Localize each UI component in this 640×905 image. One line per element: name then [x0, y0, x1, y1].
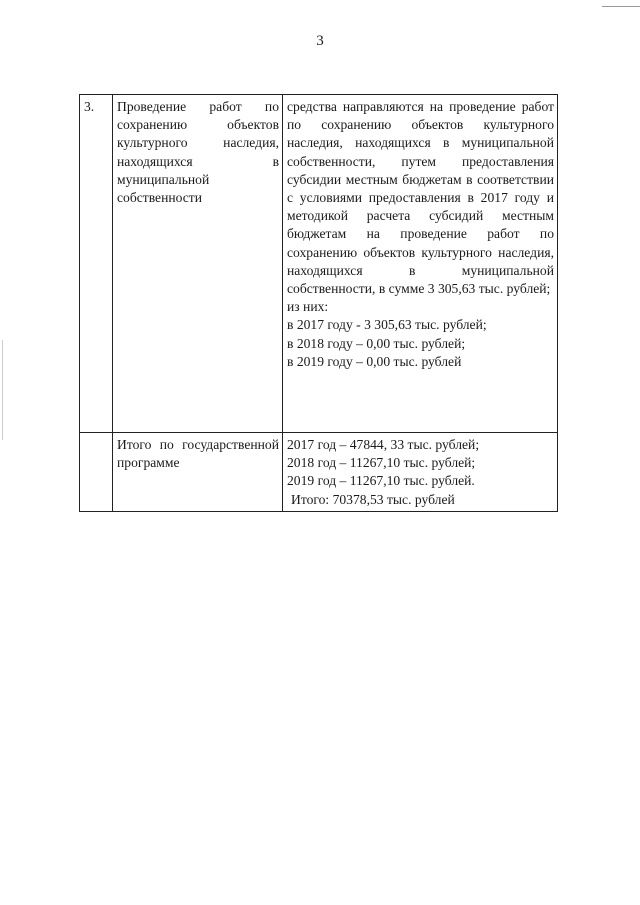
funding-description-text: средства направляются на проведение работ по сохранению объектов культурного наследия, находящихся в муниципальной собственности, путем предоставления субсидии местным бюджетам в соответствии с условиями предоставления в 2017 году и методикой расчета субсидий местным бюджетам на проведение работ по сохранению объектов культурного наследия, находящихся в муниципальной собственности, в сумме 3 305,63 тыс. рублей;: [287, 99, 554, 297]
table-row: [80, 95, 558, 433]
total-line-2017: 2017 год – 47844, 33 тыс. рублей;: [287, 437, 480, 452]
scan-edge-mark: [2, 340, 3, 440]
table-row-total: [80, 433, 558, 512]
total-amounts-cell: [283, 433, 558, 512]
total-line-2018: 2018 год – 11267,10 тыс. рублей;: [287, 455, 476, 471]
page-number: 3: [316, 33, 324, 49]
breakdown-line-2018: в 2018 году – 0,00 тыс. рублей;: [287, 335, 466, 351]
funding-description-cell: [283, 95, 558, 433]
program-funding-table: [79, 94, 558, 512]
scan-edge-mark: [602, 6, 640, 7]
breakdown-label: из них:: [287, 299, 329, 315]
grand-total: Итого: 70378,53 тыс. рублей: [291, 491, 455, 507]
total-name-cell: Итого по государственной программе: [113, 433, 283, 512]
breakdown-line-2019: в 2019 году – 0,00 тыс. рублей: [287, 353, 462, 369]
activity-name-cell: Проведение работ по сохранению объектов культурного наследия, находящихся в муниципальной собственности: [113, 95, 283, 433]
total-line-2019: 2019 год – 11267,10 тыс. рублей.: [287, 473, 475, 489]
row-number-cell: 3.: [80, 95, 113, 433]
total-number-cell: [80, 433, 113, 512]
breakdown-line-2017: в 2017 году - 3 305,63 тыс. рублей;: [287, 317, 487, 333]
